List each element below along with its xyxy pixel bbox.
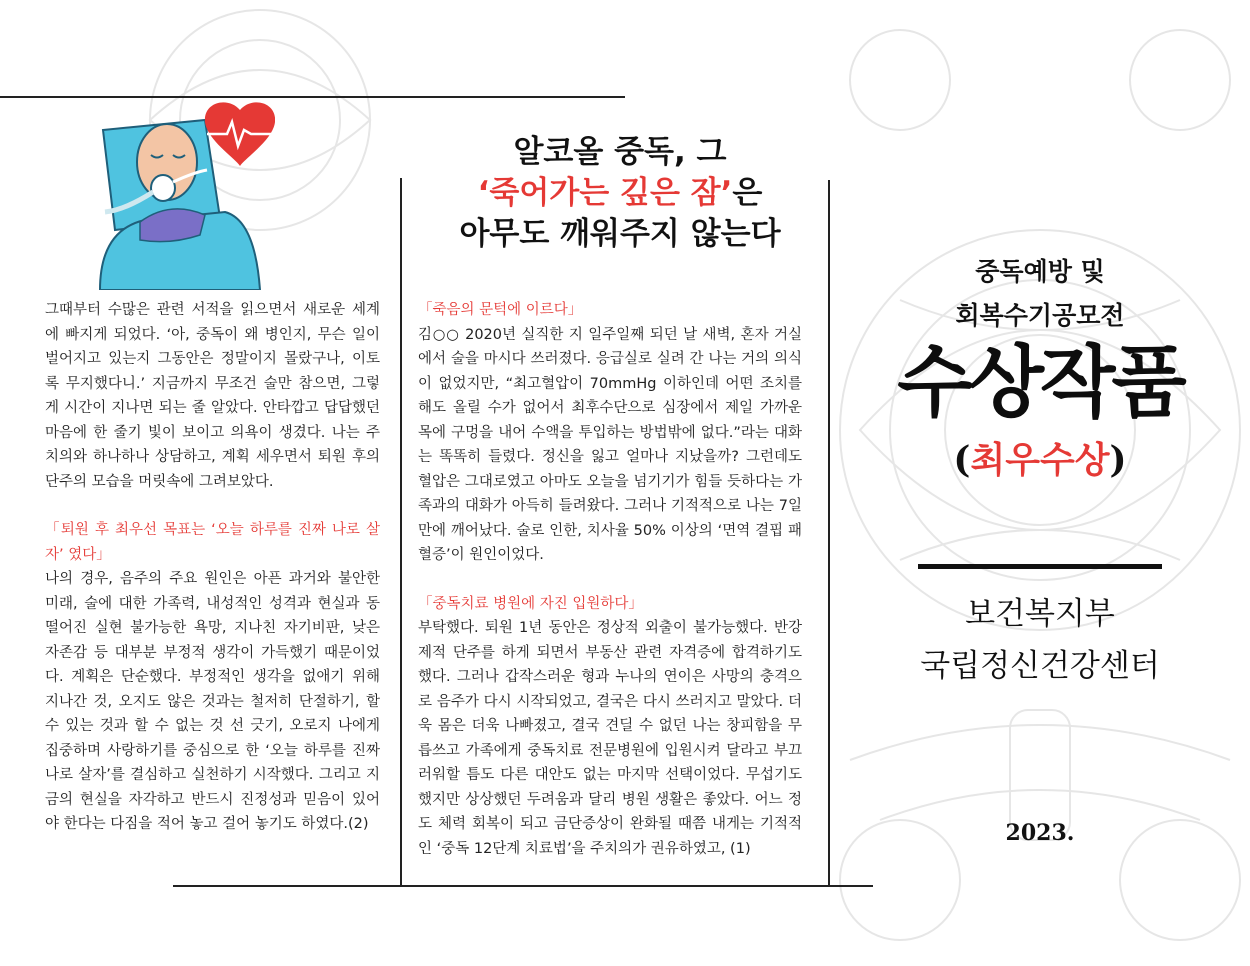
organizer xyxy=(860,588,1220,692)
headline xyxy=(420,132,820,255)
award-works-title: 수상작품 xyxy=(897,337,1183,428)
award-grade xyxy=(860,430,1220,490)
contest-title xyxy=(860,250,1220,338)
left-subtitle: 「퇴원 후 최우선 목표는 ‘오늘 하루를 진짜 나로 살자’ 였다」 xyxy=(45,522,380,563)
middle-subtitle-2: 「중독치료 병원에 자진 입원하다」 xyxy=(418,595,643,612)
heart-monitor-icon xyxy=(205,102,275,166)
award-name: 최우수상 xyxy=(970,439,1110,481)
middle-column xyxy=(418,298,802,861)
middle-paragraph-2: 부탁했다. 퇴원 1년 동안은 정상적 외출이 불가능했다. 반강제적 단주를 하게 되면서 부동산 관련 자격증에 합격하기도 했다. 그러나 갑작스러운 형과 누나의 연이은 사망의 충격으로 음주가 다시 시작되었고, 결국은 다시 쓰러지고 말았다. 더욱 몸은 더욱 나빠졌고, 결국 견딜 수 없던 나는 창피함을 무릅쓰고 가족에게 중독치료 전문병원에 입원시켜 달라고 부끄러워할 틈도 다른 대안도 없는 마지막 선택이었다. 무섭기도 했지만 상상했던 두려움과 달리 병원 생활은 좋았다. 어느 정도 체력 회복이 되고 금단증상이 완화될 때쯤 내게는 기적적인 ‘중독 12단계 치료법’을 주치의가 권유하였고, (1) xyxy=(418,620,802,857)
column-divider-left xyxy=(400,178,402,885)
award-paren-open: ( xyxy=(953,439,971,481)
column-divider-right xyxy=(828,180,830,885)
headline-line1: 알코올 중독, 그 xyxy=(513,134,727,170)
headline-quote: ‘죽어가는 깊은 잠’ xyxy=(477,175,733,211)
contest-title-line2: 회복수기공모전 xyxy=(955,301,1125,330)
left-paragraph-1: 그때부터 수많은 관련 서적을 읽으면서 새로운 세계에 빠지게 되었다. ‘아, 중독이 왜 병인지, 무슨 일이 벌어지고 있는지 그동안은 정말이지 몰랐구나, 이토록 무지했다니.’ 지금까지 무조건 술만 참으면, 그렇게 시간이 지나면 되는 줄 알았다. 안타깝고 답답했던 마음에 한 줄기 빛이 보이고 의욕이 생겼다. 나는 주치의와 하나하나 상담하고, 계획 세우면서 퇴원 후의 단주의 모습을 머릿속에 그려보았다. xyxy=(45,302,380,490)
sidebar-rule xyxy=(918,564,1162,569)
organizer-line2: 국립정신건강센터 xyxy=(920,648,1160,684)
middle-subtitle-1: 「죽음의 문턱에 이르다」 xyxy=(418,302,583,318)
bottom-rule xyxy=(173,885,873,887)
left-column xyxy=(45,298,380,837)
headline-line2 xyxy=(420,173,820,214)
contest-title-line1: 중독예방 및 xyxy=(975,257,1105,286)
top-rule xyxy=(0,96,625,98)
organizer-line1: 보건복지부 xyxy=(965,596,1115,632)
headline-line3: 아무도 깨워주지 않는다 xyxy=(459,216,781,252)
headline-line2-rest: 은 xyxy=(732,175,763,211)
left-paragraph-2: 나의 경우, 음주의 주요 원인은 아픈 과거와 불안한 미래, 술에 대한 가족력, 내성적인 성격과 현실과 동떨어진 실현 불가능한 욕망, 지나친 자기비판, 낮은 자존감 등 대부분 부정적 생각이 가득했기 때문이었다. 계획은 단순했다. 부정적인 생각을 없애기 위해 지나간 것, 오지도 않은 것과는 철저히 단절하기, 할 수 있는 것과 할 수 없는 것 선 긋기, 오로지 나에게 집중하며 사랑하기를 중심으로 한 ‘오늘 하루를 진짜 나로 살자’를 결심하고 실천하기 시작했다. 그리고 지금의 현실을 자각하고 반드시 진정성과 믿음이 있어야 한다는 다짐을 적어 놓고 걸어 놓기도 하였다.(2) xyxy=(45,571,380,832)
hospital-patient-illustration xyxy=(95,100,275,290)
middle-paragraph-1: 김○○ 2020년 실직한 지 일주일째 되던 날 새벽, 혼자 거실에서 술을 마시다 쓰러졌다. 응급실로 실려 간 나는 거의 의식이 없었지만, “최고혈압이 70mmHg 이하인데 어떤 조치를 해도 올릴 수가 없어서 최후수단으로 심장에서 제일 가까운 목에 구멍을 내어 수액을 투입하는 방법밖에 없다.”라는 대화는 똑똑히 들렸다. 정신을 잃고 얼마나 지났을까? 그런데도 혈압은 그대로였고 아마도 오늘을 넘기기가 힘들 듯하다는 가족과의 대화가 아득히 들려왔다. 그러나 기적적으로 나는 7일 만에 깨어났다. 술로 인한, 치사율 50% 이상의 ‘면역 결핍 패혈증’이 원인이었다. xyxy=(418,326,802,563)
award-paren-close: ) xyxy=(1109,439,1127,481)
year: 2023. xyxy=(1005,820,1075,846)
